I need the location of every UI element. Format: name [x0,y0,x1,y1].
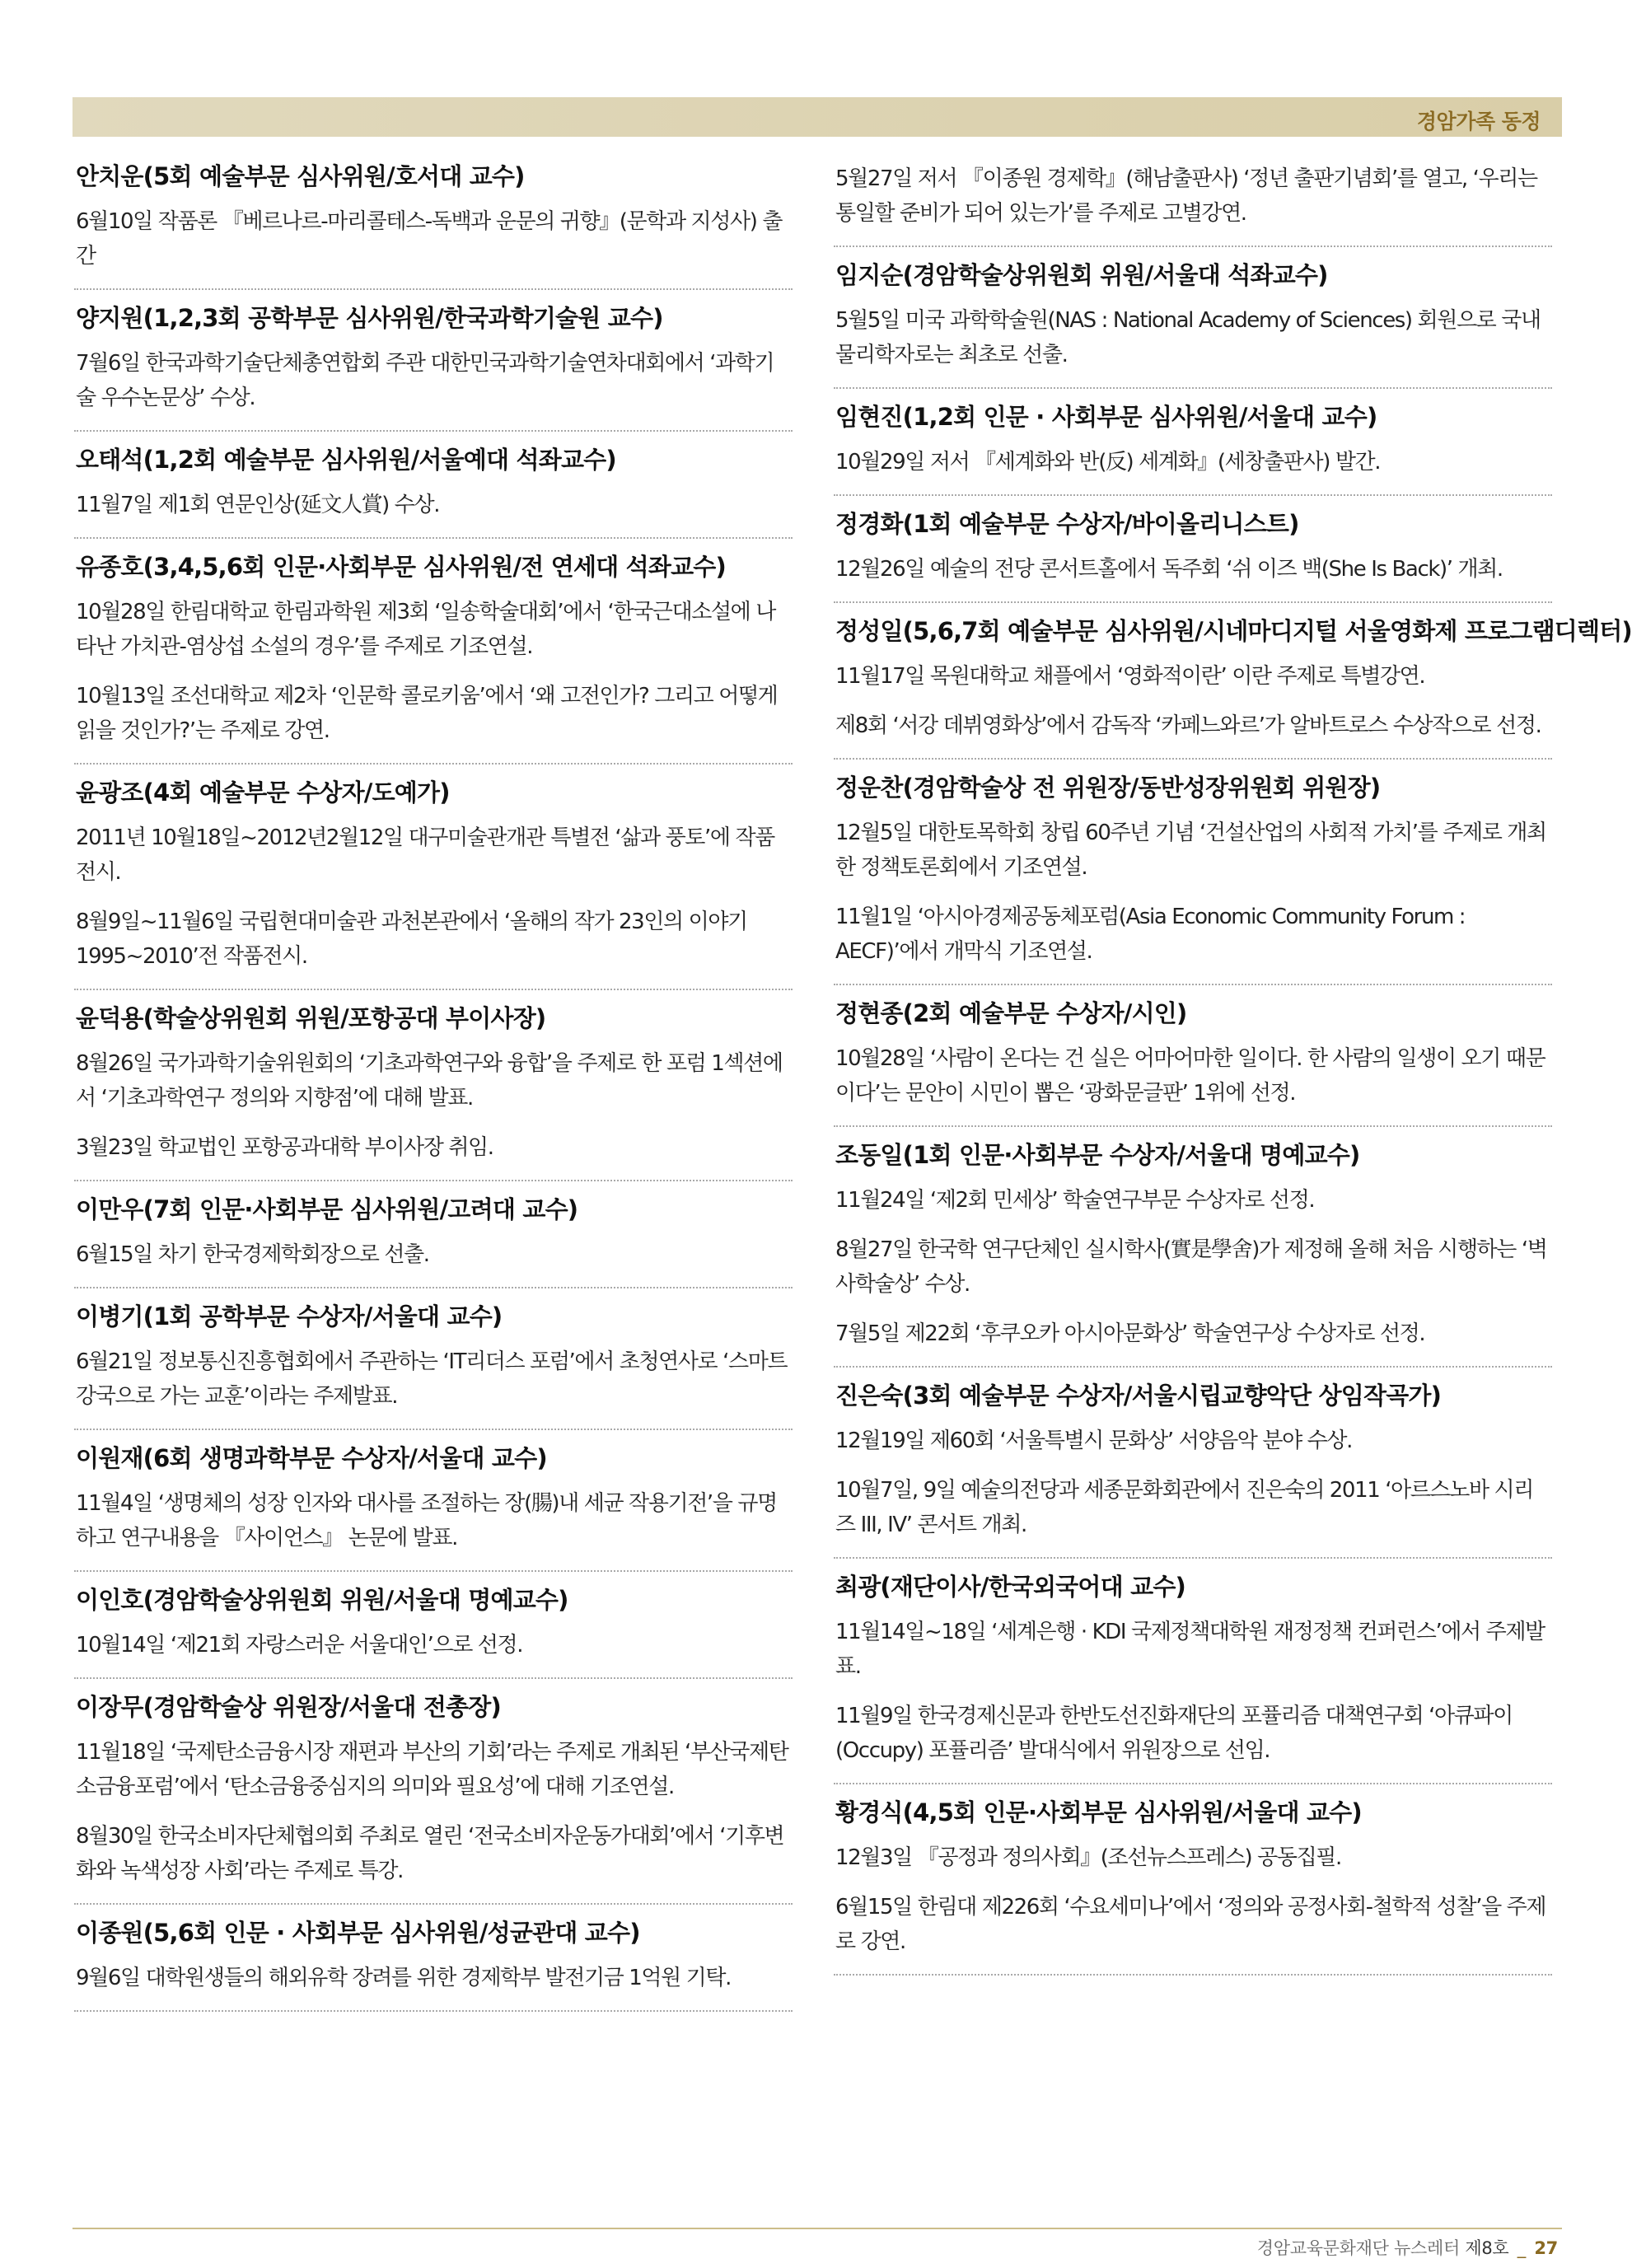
news-item: 제8회 ‘서강 데뷔영화상’에서 감독작 ‘카페느와르’가 알바트로스 수상작으로 선정. [835,713,1541,738]
news-item: 10월29일 저서 『세계화와 반(反) 세계화』(세창출판사) 발간. [835,450,1381,475]
person-heading: 이병기(1회 공학부문 수상자/서울대 교수) [76,1302,503,1330]
news-item: 12월3일 『공정과 정의사회』(조선뉴스프레스) 공동집필. [835,1845,1341,1870]
section-header-bar [72,97,1562,137]
news-item: 8월26일 국가과학기술위원회의 ‘기초과학연구와 융합’을 주제로 한 포럼 1섹션에서 ‘기초과학연구 정의와 지향점’에 대해 발표. [76,1051,783,1111]
page-number: 27 [1534,2238,1558,2258]
news-item: 8월30일 한국소비자단체협의회 주최로 열린 ‘전국소비자운동가대회’에서 ‘기후변화와 녹색성장 사회’라는 주제로 특강. [76,1824,784,1883]
person-heading: 임지순(경암학술상위원회 위원/서울대 석좌교수) [835,261,1328,289]
person-entry [834,985,1552,1127]
news-item: 7월5일 제22회 ‘후쿠오카 아시아문화상’ 학술연구상 수상자로 선정. [835,1321,1425,1346]
person-heading: 정운찬(경암학술상 전 위원장/동반성장위원회 위원장) [835,774,1381,802]
news-item: 11월9일 한국경제신문과 한반도선진화재단의 포퓰리즘 대책연구회 ‘아큐파이(Occupy) 포퓰리즘’ 발대식에서 위원장으로 선임. [835,1704,1513,1763]
person-heading: 오태석(1,2회 예술부문 심사위원/서울예대 석좌교수) [76,446,616,474]
person-entry [74,1430,793,1572]
news-item: 6월21일 정보통신진흥협회에서 주관하는 ‘IT리더스 포럼’에서 초청연사로 ‘스마트 강국으로 가는 교훈’이라는 주제발표. [76,1349,788,1409]
person-heading: 안치운(5회 예술부문 심사위원/호서대 교수) [76,162,525,190]
person-heading: 조동일(1회 인문·사회부문 수상자/서울대 명예교수) [835,1141,1360,1169]
news-item: 8월9일~11월6일 국립현대미술관 과천본관에서 ‘올해의 작가 23인의 이야기 1995~2010’전 작품전시. [76,910,747,969]
person-heading: 임현진(1,2회 인문 · 사회부문 심사위원/서울대 교수) [835,403,1377,431]
person-entry [834,148,1552,247]
news-item: 11월18일 ‘국제탄소금융시장 재편과 부산의 기회’라는 주제로 개최된 ‘부산국제탄소금융포럼’에서 ‘탄소금융중심지의 의미와 필요성’에 대해 기조연설. [76,1740,788,1799]
news-item: 11월4일 ‘생명체의 성장 인자와 대사를 조절하는 장(腸)내 세균 작용기전’을 규명하고 연구내용을 『사이언스』 논문에 발표. [76,1491,777,1550]
person-entry [74,1181,793,1288]
news-item: 10월13일 조선대학교 제2차 ‘인문학 콜로키움’에서 ‘왜 고전인가? 그리고 어떻게 읽을 것인가?’는 주제로 강연. [76,684,778,743]
person-heading: 이장무(경암학술상 위원장/서울대 전총장) [76,1693,501,1721]
person-entry [834,760,1552,985]
news-item: 12월26일 예술의 전당 콘서트홀에서 독주회 ‘쉬 이즈 백(She Is Back)’ 개최. [835,557,1503,582]
person-entry [74,539,793,765]
person-entry [834,603,1632,760]
news-item: 10월28일 한림대학교 한림과학원 제3회 ‘일송학술대회’에서 ‘한국근대소설에 나타난 가치관-염상섭 소설의 경우’를 주제로 기조연설. [76,600,775,659]
person-entry [74,990,793,1181]
person-entry [74,1679,793,1905]
person-entry [74,148,793,290]
news-item: 10월28일 ‘사람이 온다는 건 실은 어마어마한 일이다. 한 사람의 일생이 오기 때문이다’는 문안이 시민이 뽑은 ‘광화문글판’ 1위에 선정. [835,1046,1545,1106]
person-heading: 윤광조(4회 예술부문 수상자/도예가) [76,779,450,807]
news-item: 10월14일 ‘제21회 자랑스러운 서울대인’으로 선정. [76,1633,523,1658]
person-heading: 윤덕용(학술상위원회 위원/포항공대 부이사장) [76,1004,546,1032]
publication-name: 경암교육문화재단 뉴스레터 [1256,2238,1460,2258]
page-footer [1257,2235,1558,2260]
person-entry [834,389,1552,496]
person-heading: 유종호(3,4,5,6회 인문·사회부문 심사위원/전 연세대 석좌교수) [76,553,726,581]
person-heading: 황경식(4,5회 인문·사회부문 심사위원/서울대 교수) [835,1798,1362,1826]
person-heading: 이종원(5,6회 인문 · 사회부문 심사위원/성균관대 교수) [76,1919,640,1947]
person-entry [74,765,793,990]
news-item: 6월15일 차기 한국경제학회장으로 선출. [76,1242,429,1267]
left-column [74,148,793,2012]
person-heading: 이만우(7회 인문·사회부문 심사위원/고려대 교수) [76,1195,578,1223]
issue-number: 제8호 [1465,2238,1509,2258]
person-heading: 정경화(1회 예술부문 수상자/바이올리니스트) [835,510,1299,538]
person-entry [74,1572,793,1679]
person-entry [74,290,793,432]
person-heading: 양지원(1,2,3회 공학부문 심사위원/한국과학기술원 교수) [76,304,663,332]
person-entry [834,496,1552,603]
person-heading: 최광(재단이사/한국외국어대 교수) [835,1573,1185,1601]
footer-separator: _ [1517,2238,1526,2258]
person-heading: 이인호(경암학술상위원회 위원/서울대 명예교수) [76,1586,568,1614]
news-item: 8월27일 한국학 연구단체인 실시학사(實是學舍)가 제정해 올해 처음 시행하는 ‘벽사학술상’ 수상. [835,1237,1547,1297]
news-item: 11월24일 ‘제2회 민세상’ 학술연구부문 수상자로 선정. [835,1188,1315,1213]
news-item: 11월17일 목원대학교 채플에서 ‘영화적이란’ 이란 주제로 특별강연. [835,664,1425,689]
footer-divider [72,2228,1562,2229]
person-entry [74,432,793,539]
news-item: 6월15일 한림대 제226회 ‘수요세미나’에서 ‘정의와 공정사회-철학적 성찰’을 주제로 강연. [835,1895,1546,1954]
person-entry [834,1368,1552,1559]
person-entry [834,1559,1552,1784]
news-item: 7월6일 한국과학기술단체총연합회 주관 대한민국과학기술연차대회에서 ‘과학기술 우수논문상’ 수상. [76,351,774,410]
news-item: 10월7일, 9일 예술의전당과 세종문화회관에서 진은숙의 2011 ‘아르스노바 시리즈 III, IV’ 콘서트 개최. [835,1478,1533,1537]
person-entry [74,1288,793,1430]
person-entry [834,1127,1552,1368]
news-item: 11월1일 ‘아시아경제공동체포럼(Asia Economic Community Forum : AECF)’에서 개막식 기조연설. [835,905,1466,964]
person-entry [74,1905,793,2012]
news-item: 11월7일 제1회 연문인상(延文人賞) 수상. [76,493,440,517]
person-heading: 정성일(5,6,7회 예술부문 심사위원/시네마디지털 서울영화제 프로그램디렉터) [835,617,1632,645]
person-heading: 진은숙(3회 예술부문 수상자/서울시립교향악단 상임작곡가) [835,1382,1442,1410]
news-item: 12월19일 제60회 ‘서울특별시 문화상’ 서양음악 분야 수상. [835,1429,1352,1453]
person-heading: 정현종(2회 예술부문 수상자/시인) [835,999,1187,1027]
news-item: 12월5일 대한토목학회 창립 60주년 기념 ‘건설산업의 사회적 가치’를 주제로 개최한 정책토론회에서 기조연설. [835,821,1546,880]
news-item: 5월27일 저서 『이종원 경제학』(해남출판사) ‘정년 출판기념회’를 열고, ‘우리는 통일할 준비가 되어 있는가’를 주제로 고별강연. [835,166,1537,226]
section-title: 경암가족 동정 [1416,110,1541,133]
person-entry [834,1784,1552,1976]
person-heading: 이원재(6회 생명과학부문 수상자/서울대 교수) [76,1444,547,1472]
news-item: 3월23일 학교법인 포항공과대학 부이사장 취임. [76,1135,493,1160]
news-item: 5월5일 미국 과학학술원(NAS : National Academy of Sciences) 회원으로 국내 물리학자로는 최초로 선출. [835,308,1541,367]
right-column [834,148,1632,1976]
news-item: 9월6일 대학원생들의 해외유학 장려를 위한 경제학부 발전기금 1억원 기탁. [76,1966,731,1990]
news-item: 6월10일 작품론 『베르나르-마리콜테스-독백과 운문의 귀향』(문학과 지성사) 출간 [76,209,783,269]
news-item: 2011년 10월18일~2012년2월12일 대구미술관개관 특별전 ‘삶과 풍토’에 작품전시. [76,825,774,885]
news-item: 11월14일~18일 ‘세계은행 · KDI 국제정책대학원 재정정책 컨퍼런스’에서 주제발표. [835,1620,1545,1679]
person-entry [834,247,1552,389]
